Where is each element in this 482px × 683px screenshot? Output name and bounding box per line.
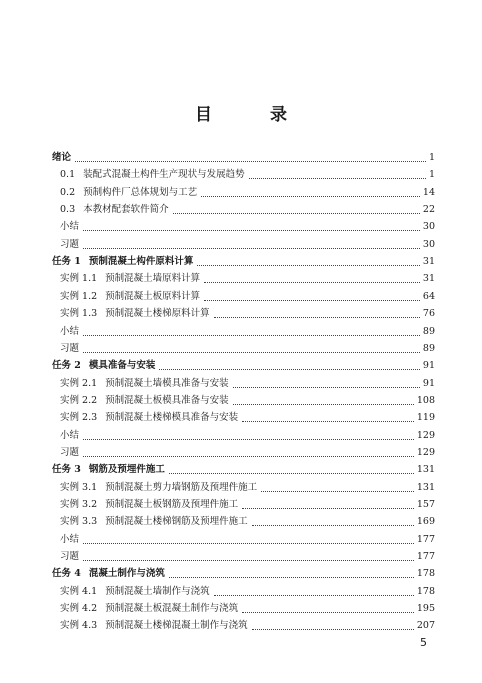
toc-chapter-entry — [52, 150, 435, 166]
toc-entry-page: 31 — [422, 273, 435, 285]
dot-leader — [252, 525, 414, 526]
toc-entry-page: 177 — [416, 533, 435, 545]
toc-entry-title: 预制混凝土楼梯原料计算 — [105, 308, 210, 320]
toc-entry — [60, 219, 435, 235]
toc-entry — [60, 532, 435, 548]
toc-entry-label — [60, 618, 248, 634]
toc-entry-title: 预制构件厂总体规划与工艺 — [83, 186, 198, 198]
toc-entry-title: 绪论 — [52, 152, 72, 163]
dot-leader — [242, 612, 414, 613]
toc-entry-title: 预制混凝土楼梯模具准备与安装 — [105, 412, 239, 424]
toc-entry-label — [52, 462, 165, 478]
toc-entry-title: 本教材配套软件简介 — [83, 204, 169, 216]
toc-entry-number: 实例 3.3 — [60, 516, 98, 528]
toc-entry-number: 0.1 — [60, 169, 76, 181]
toc-entry-title: 小结 — [60, 221, 80, 233]
toc-entry — [60, 306, 435, 322]
toc-entry-page: 76 — [422, 308, 435, 320]
toc-entry-page: 30 — [422, 221, 435, 233]
dot-leader — [83, 335, 420, 336]
toc-entry-title: 小结 — [60, 533, 80, 545]
toc-entry-title: 习题 — [60, 342, 80, 354]
toc-entry-label — [60, 497, 238, 513]
toc-entry-label — [60, 376, 229, 392]
toc-entry-number: 实例 3.1 — [60, 481, 98, 493]
toc-entry-title: 预制混凝土楼梯钢筋及预埋件施工 — [105, 516, 248, 528]
toc-entry-title: 习题 — [60, 446, 80, 458]
toc-entry-number: 实例 3.2 — [60, 499, 98, 510]
toc-entry-label — [60, 584, 210, 600]
toc-entry-title: 装配式混凝土构件生产现状与发展趋势 — [83, 169, 245, 181]
dot-leader — [261, 491, 414, 492]
toc-entry-title: 预制混凝土墙模具准备与安装 — [105, 377, 229, 389]
toc-entry-page: 89 — [422, 342, 435, 354]
toc-entry — [60, 618, 435, 634]
toc-entry — [60, 410, 435, 426]
toc-entry — [60, 324, 435, 340]
toc-entry-page: 64 — [422, 290, 435, 302]
toc-entry-title: 小结 — [60, 429, 80, 441]
dot-leader — [204, 300, 420, 301]
dot-leader — [233, 404, 414, 405]
toc-entry — [60, 428, 435, 444]
toc-entry-title: 预制混凝土剪力墙钢筋及预埋件施工 — [105, 481, 258, 493]
toc-entry — [60, 584, 435, 600]
toc-entry — [60, 167, 435, 183]
toc-entry-title: 预制混凝土墙制作与浇筑 — [105, 585, 210, 597]
toc-entry-title: 小结 — [60, 325, 80, 337]
toc-entry-label — [52, 566, 165, 582]
toc-entry-label — [60, 167, 245, 183]
toc-entry-label — [60, 393, 229, 409]
toc-entry-page: 91 — [422, 360, 435, 372]
dot-leader — [201, 196, 420, 197]
toc-entry-label — [60, 532, 79, 548]
toc-entry-label — [52, 254, 193, 270]
toc-entry-number: 任务 1 — [52, 256, 81, 268]
toc-entry — [60, 393, 435, 409]
toc-entry-label — [60, 410, 238, 426]
toc-entry — [60, 376, 435, 392]
dot-leader — [249, 178, 426, 179]
toc-entry-label — [60, 324, 79, 340]
toc-entry — [60, 497, 435, 513]
dot-leader — [173, 213, 420, 214]
toc-entry-label — [60, 428, 79, 444]
dot-leader — [83, 560, 414, 561]
toc-entry-title: 预制混凝土楼梯混凝土制作与浇筑 — [105, 620, 248, 632]
toc-entry-page: 30 — [422, 238, 435, 250]
toc-entry-page: 31 — [422, 256, 435, 268]
toc-entry-label — [60, 202, 169, 218]
toc-entry-page: 91 — [422, 377, 435, 389]
toc-entry-page: 178 — [416, 585, 435, 597]
dot-leader — [233, 387, 420, 388]
toc-entry-title: 预制混凝土板钢筋及预埋件施工 — [105, 499, 239, 510]
toc-entry-label — [60, 271, 200, 287]
toc-entry-page: 131 — [416, 481, 435, 493]
toc-entry-title: 预制混凝土构件原料计算 — [88, 256, 194, 268]
toc-chapter-entry — [52, 566, 435, 582]
toc-entry-title: 模具准备与安装 — [88, 360, 156, 372]
toc-entry — [60, 271, 435, 287]
toc-entry-label — [60, 289, 200, 305]
toc-entry — [60, 202, 435, 218]
toc-chapter-entry — [52, 254, 435, 270]
toc-entry-number: 实例 4.3 — [60, 620, 98, 632]
toc-entry-number: 实例 1.1 — [60, 273, 98, 285]
toc-entry-title: 习题 — [60, 238, 80, 250]
toc-entry-page: 178 — [416, 568, 435, 580]
toc-entry-page: 22 — [422, 204, 435, 216]
toc-entry-label — [60, 601, 238, 617]
toc-entry-title: 预制混凝土板模具准备与安装 — [105, 394, 229, 406]
toc-entry-number: 实例 4.2 — [60, 603, 98, 615]
toc-entry-page: 119 — [416, 412, 435, 424]
dot-leader — [204, 282, 420, 283]
toc-entry — [60, 480, 435, 496]
dot-leader — [83, 543, 414, 544]
toc-entry-page: 157 — [416, 499, 435, 510]
toc-entry-label — [52, 150, 71, 166]
dot-leader — [159, 369, 419, 370]
dot-leader — [83, 439, 414, 440]
toc-entry — [60, 341, 435, 357]
toc-entry-page: 131 — [416, 464, 435, 476]
toc-entry-label — [60, 514, 248, 530]
dot-leader — [242, 421, 414, 422]
page-number: 5 — [420, 636, 427, 649]
toc-entry-title: 预制混凝土板混凝土制作与浇筑 — [105, 603, 239, 615]
page-title: 目 录 — [195, 105, 313, 125]
toc-entry-number: 任务 3 — [52, 464, 81, 476]
dot-leader — [214, 595, 414, 596]
toc-entry-page: 195 — [416, 603, 435, 615]
toc-entry-page: 1 — [428, 169, 435, 181]
toc-entry-page: 108 — [416, 394, 435, 406]
toc-entry — [60, 601, 435, 617]
toc-entry-page: 207 — [416, 620, 435, 632]
toc-entry-number: 实例 2.1 — [60, 377, 98, 389]
toc-entry-label — [52, 358, 155, 374]
toc-entry-number: 任务 2 — [52, 360, 81, 372]
toc-entry-label — [60, 237, 79, 253]
toc-entry-label — [60, 549, 79, 565]
toc-entry-label — [60, 480, 257, 496]
toc-entry-number: 任务 4 — [52, 568, 81, 580]
toc-entry-label — [60, 445, 79, 461]
toc-entry-page: 129 — [416, 429, 435, 441]
toc-chapter-entry — [52, 358, 435, 374]
dot-leader — [83, 230, 420, 231]
toc-entry-number: 实例 4.1 — [60, 585, 98, 597]
dot-leader — [242, 508, 414, 509]
dot-leader — [169, 577, 414, 578]
toc-entry-page: 169 — [416, 516, 435, 528]
toc-entry-label — [60, 341, 79, 357]
dot-leader — [252, 629, 414, 630]
toc-entry — [60, 237, 435, 253]
toc-entry-page: 89 — [422, 325, 435, 337]
dot-leader — [169, 473, 414, 474]
toc-entry-number: 实例 2.2 — [60, 394, 98, 406]
toc-entry-page: 14 — [422, 186, 435, 198]
toc-entry-number: 实例 2.3 — [60, 412, 98, 424]
toc-entry-title: 混凝土制作与浇筑 — [88, 568, 165, 580]
toc-entry-title: 预制混凝土墙原料计算 — [105, 273, 201, 285]
toc-entry-label — [60, 219, 79, 235]
toc-entry-number: 实例 1.3 — [60, 308, 98, 320]
toc-entry — [60, 514, 435, 530]
toc-entry-number: 0.2 — [60, 186, 76, 198]
toc-entry-label — [60, 185, 197, 201]
toc-entry-title: 习题 — [60, 551, 80, 563]
toc-entry-page: 129 — [416, 446, 435, 458]
dot-leader — [83, 352, 420, 353]
toc-chapter-entry — [52, 462, 435, 478]
toc-entry-title: 钢筋及预埋件施工 — [88, 464, 165, 476]
toc-entry-title: 预制混凝土板原料计算 — [105, 290, 201, 302]
dot-leader — [197, 265, 419, 266]
toc-entry — [60, 289, 435, 305]
dot-leader — [83, 456, 414, 457]
toc-entry-label — [60, 306, 210, 322]
toc-entry-number: 实例 1.2 — [60, 290, 98, 302]
toc-entry — [60, 549, 435, 565]
dot-leader — [75, 161, 426, 162]
toc-entry-page: 1 — [428, 152, 435, 163]
toc-entry-number: 0.3 — [60, 204, 76, 216]
toc-entry — [60, 185, 435, 201]
toc-entry-page: 177 — [416, 551, 435, 563]
dot-leader — [214, 317, 420, 318]
toc-entry — [60, 445, 435, 461]
dot-leader — [83, 248, 420, 249]
